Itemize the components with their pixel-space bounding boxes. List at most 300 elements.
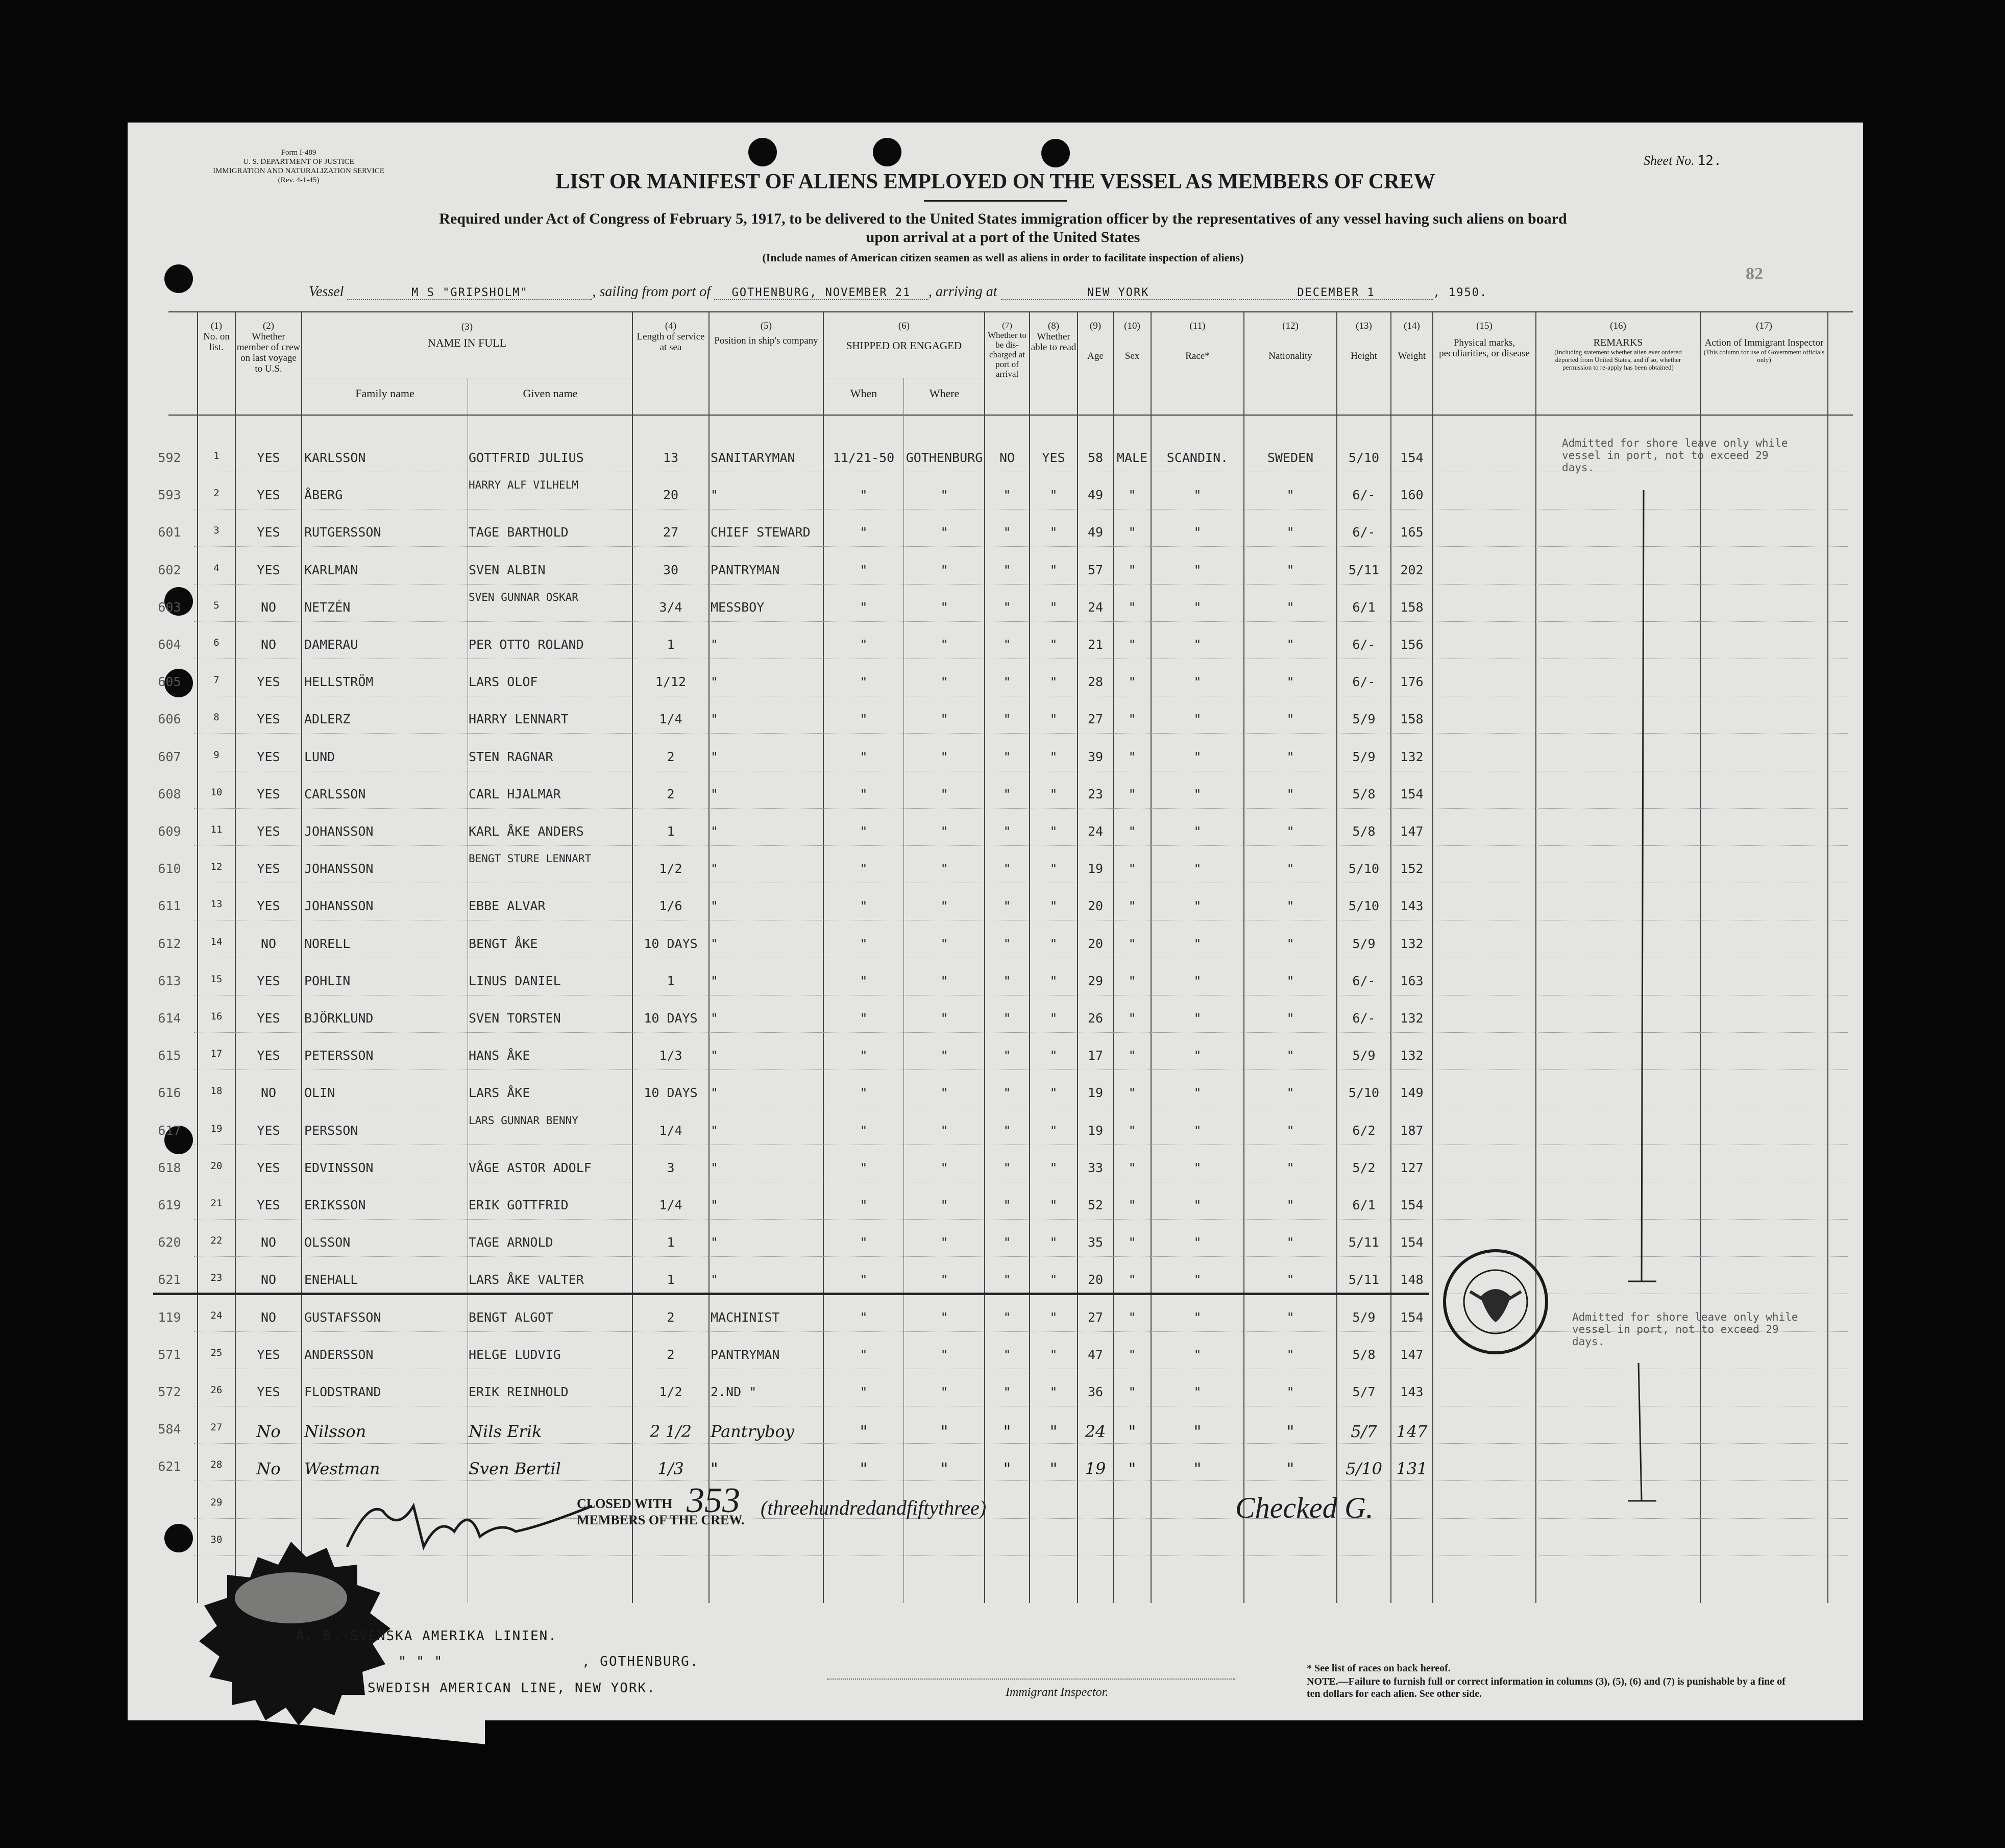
age: 47 xyxy=(1087,1347,1104,1362)
shipped-where: " xyxy=(940,749,948,764)
age: 49 xyxy=(1087,525,1104,540)
discharged: " xyxy=(1003,599,1011,615)
shipped-where: " xyxy=(940,1011,948,1026)
family-name: PERSSON xyxy=(304,1123,358,1138)
position: " xyxy=(711,1011,719,1026)
sex: " xyxy=(1128,1123,1136,1138)
weight: 132 xyxy=(1400,749,1424,764)
height: 5/7 xyxy=(1351,1422,1377,1442)
age: 28 xyxy=(1087,674,1104,690)
height: 5/7 xyxy=(1352,1384,1376,1399)
service-length: 1 xyxy=(667,824,675,839)
position: " xyxy=(711,712,719,727)
arrival-date: DECEMBER 1 xyxy=(1239,286,1433,300)
header-given-name: Given name xyxy=(523,387,578,400)
service-length: 3/4 xyxy=(659,599,682,615)
nationality: " xyxy=(1286,488,1294,503)
sex: " xyxy=(1128,898,1136,914)
row-number: 11 xyxy=(210,824,223,835)
service-length: 1/4 xyxy=(659,1198,682,1212)
header-shipped: (6) SHIPPED OR ENGAGED xyxy=(846,321,962,352)
row-ref-number: 602 xyxy=(158,562,181,577)
discharged: " xyxy=(1003,712,1011,727)
age: 23 xyxy=(1087,786,1104,801)
row-ref-number: 119 xyxy=(158,1309,181,1325)
header-when: When xyxy=(850,387,877,400)
race: " xyxy=(1193,1160,1202,1175)
height: 6/1 xyxy=(1352,599,1376,615)
row-number: 9 xyxy=(213,749,219,761)
sex: " xyxy=(1128,1011,1136,1026)
row-ref-number: 593 xyxy=(158,488,181,503)
position: " xyxy=(711,1235,719,1250)
weight: 202 xyxy=(1400,562,1424,577)
row-number: 17 xyxy=(210,1048,223,1060)
height: 5/2 xyxy=(1352,1160,1376,1175)
nationality: " xyxy=(1286,599,1294,615)
header-service: (4) Length of service at sea xyxy=(637,321,705,353)
family-name: NETZÉN xyxy=(304,599,351,615)
discharged: " xyxy=(1003,488,1011,503)
row-number: 16 xyxy=(210,1011,223,1022)
row-rule xyxy=(194,808,1848,809)
discharged: " xyxy=(1003,786,1011,801)
discharged: " xyxy=(1003,898,1011,914)
given-name: HELGE LUDVIG xyxy=(469,1347,561,1362)
header-race: (11) Race* xyxy=(1185,321,1210,361)
sex: " xyxy=(1128,936,1136,951)
given-name: Nils Erik xyxy=(469,1422,542,1442)
position: " xyxy=(711,674,719,690)
position: " xyxy=(711,1123,719,1138)
company-line-2-marks: " " " xyxy=(398,1654,444,1669)
given-name: GOTTFRID JULIUS xyxy=(469,450,584,465)
family-name: ÅBERG xyxy=(304,488,343,503)
age: 17 xyxy=(1087,1048,1104,1063)
row-rule xyxy=(194,1256,1848,1257)
sex: " xyxy=(1128,1347,1136,1362)
discharged: " xyxy=(1003,525,1011,540)
weight: 147 xyxy=(1396,1422,1428,1442)
service-length: 2 xyxy=(667,786,675,801)
able-to-read: " xyxy=(1049,973,1058,988)
race: " xyxy=(1193,1272,1202,1287)
family-name: JOHANSSON xyxy=(304,898,374,914)
row-number: 27 xyxy=(210,1422,223,1433)
race: " xyxy=(1193,936,1202,951)
shipped-when: " xyxy=(860,1235,868,1250)
height: 5/8 xyxy=(1352,824,1376,839)
discharged: " xyxy=(1003,1235,1011,1250)
given-name: BENGT STURE LENNART xyxy=(469,853,592,865)
crew-total-words: (threehundredandfiftythree) xyxy=(761,1496,987,1519)
service-length: 13 xyxy=(663,450,679,465)
page-number: 82 xyxy=(1746,264,1763,283)
shipped-when: 11/21-50 xyxy=(833,450,895,465)
row-ref-number: 584 xyxy=(158,1422,181,1437)
last-voyage: YES xyxy=(257,674,280,690)
shipped-where: GOTHENBURG xyxy=(906,450,983,465)
nationality: " xyxy=(1286,1309,1294,1325)
header-sex: (10) Sex xyxy=(1124,321,1140,361)
age: 24 xyxy=(1085,1422,1106,1442)
shipped-when: " xyxy=(860,599,868,615)
able-to-read: " xyxy=(1049,1235,1058,1250)
last-voyage: YES xyxy=(257,1347,280,1362)
last-voyage: YES xyxy=(257,450,280,465)
shipped-when: " xyxy=(860,637,868,652)
header-no: (1) No. on list. xyxy=(203,321,230,353)
age: 21 xyxy=(1087,637,1104,652)
able-to-read: " xyxy=(1049,749,1058,764)
position: MACHINIST xyxy=(711,1309,780,1325)
shipped-when: " xyxy=(860,936,868,951)
position: " xyxy=(711,1085,719,1101)
sex: " xyxy=(1128,674,1136,690)
header-physical-marks: (15) Physical marks, peculiarities, or disease xyxy=(1439,321,1530,359)
row-ref-number: 611 xyxy=(158,898,181,914)
race: " xyxy=(1193,1384,1202,1399)
header-action: (17) Action of Immigrant Inspector (This column for use of Government officials only) xyxy=(1703,321,1825,363)
age: 20 xyxy=(1087,936,1104,951)
row-ref-number: 615 xyxy=(158,1048,181,1063)
sex: " xyxy=(1128,1309,1136,1325)
consulate-stamp xyxy=(1439,1246,1552,1358)
given-name: KARL ÅKE ANDERS xyxy=(469,824,584,839)
shipped-when: " xyxy=(860,674,868,690)
row-number: 18 xyxy=(210,1085,223,1097)
age: 29 xyxy=(1087,973,1104,988)
able-to-read: " xyxy=(1049,599,1058,615)
family-name: JOHANSSON xyxy=(304,861,374,877)
nationality: " xyxy=(1286,1085,1294,1101)
given-name: TAGE BARTHOLD xyxy=(469,525,569,540)
weight: 158 xyxy=(1400,599,1424,615)
row-number: 22 xyxy=(210,1235,223,1247)
nationality: " xyxy=(1286,824,1294,839)
nationality: " xyxy=(1286,1384,1294,1399)
service-length: 1/4 xyxy=(659,1123,682,1138)
able-to-read: " xyxy=(1049,1198,1058,1212)
able-to-read: " xyxy=(1049,936,1058,951)
race: SCANDIN. xyxy=(1166,450,1229,465)
discharged: " xyxy=(1003,824,1011,839)
last-voyage: YES xyxy=(257,488,280,503)
shipped-where: " xyxy=(940,562,948,577)
weight: 132 xyxy=(1400,1011,1424,1026)
row-ref-number: 607 xyxy=(158,749,181,764)
race: " xyxy=(1193,861,1202,877)
last-voyage: YES xyxy=(257,712,280,727)
row-number: 20 xyxy=(210,1160,223,1172)
row-number: 21 xyxy=(210,1198,223,1209)
able-to-read: " xyxy=(1049,712,1058,727)
last-voyage: YES xyxy=(257,1123,280,1138)
service-length: 10 DAYS xyxy=(644,1085,698,1101)
header-name: (3) NAME IN FULL xyxy=(428,322,506,349)
voyage-line: Vessel M S "GRIPSHOLM" , sailing from port of GOTHENBURG, NOVEMBER 21 , arriving at NEW YORK DECEMBER 1 , 1950. xyxy=(309,284,1488,300)
service-length: 1/2 xyxy=(659,1384,682,1399)
row-number: 10 xyxy=(210,786,223,798)
company-line-2-place: , GOTHENBURG. xyxy=(582,1654,699,1669)
row-strikethrough xyxy=(153,1293,1429,1295)
shipped-where: " xyxy=(940,898,948,914)
nationality: " xyxy=(1286,637,1294,652)
position: " xyxy=(711,1198,719,1212)
sex: " xyxy=(1128,861,1136,877)
height: 6/- xyxy=(1352,973,1376,988)
family-name: POHLIN xyxy=(304,973,351,988)
shipped-where: " xyxy=(940,1123,948,1138)
family-name: BJÖRKLUND xyxy=(304,1011,374,1026)
arrival-port: NEW YORK xyxy=(1001,286,1236,300)
able-to-read: " xyxy=(1049,637,1058,652)
height: 5/8 xyxy=(1352,786,1376,801)
form-number: Form I-489 xyxy=(281,149,316,157)
last-voyage: No xyxy=(256,1422,281,1442)
weight: 148 xyxy=(1400,1272,1424,1287)
row-number: 2 xyxy=(213,488,219,499)
shipped-when: " xyxy=(860,973,868,988)
last-voyage: NO xyxy=(260,599,277,615)
punch-hole xyxy=(164,264,193,293)
given-name: PER OTTO ROLAND xyxy=(469,637,584,652)
position: " xyxy=(711,749,719,764)
height: 5/11 xyxy=(1348,1235,1380,1250)
row-ref-number: 614 xyxy=(158,1011,181,1026)
service-length: 1 xyxy=(667,973,675,988)
remarks-bottom: Admitted for shore leave only while vessel in port, not to exceed 29 days. xyxy=(1572,1311,1798,1348)
remarks-bracket xyxy=(1608,480,1669,1511)
penalty-note: NOTE.—Failure to furnish full or correct information in columns (3), (5), (6) and (7) is punishable by a fine of ten dollars for each alien. See other side. xyxy=(1307,1676,1786,1699)
sheet-number: Sheet No. 12. xyxy=(1644,153,1722,168)
able-to-read: " xyxy=(1049,1272,1058,1287)
height: 5/9 xyxy=(1352,1309,1376,1325)
age: 26 xyxy=(1087,1011,1104,1026)
race: " xyxy=(1193,1011,1202,1026)
weight: 127 xyxy=(1400,1160,1424,1175)
title-underline xyxy=(924,200,1067,202)
service-length: 1 xyxy=(667,1272,675,1287)
race: " xyxy=(1193,674,1202,690)
shipped-where: " xyxy=(940,861,948,877)
given-name: HARRY ALF VILHELM xyxy=(469,479,578,492)
race: " xyxy=(1193,898,1202,914)
height: 5/10 xyxy=(1348,450,1380,465)
nationality: " xyxy=(1286,1235,1294,1250)
age: 49 xyxy=(1087,488,1104,503)
race: " xyxy=(1193,562,1202,577)
table-top-rule xyxy=(168,311,1853,312)
weight: 147 xyxy=(1400,1347,1424,1362)
shipped-where: " xyxy=(940,637,948,652)
able-to-read: " xyxy=(1049,1347,1058,1362)
row-number: 29 xyxy=(210,1496,223,1508)
family-name: ADLERZ xyxy=(304,712,351,727)
given-name: ERIK REINHOLD xyxy=(469,1384,569,1399)
last-voyage: No xyxy=(256,1459,281,1479)
race: " xyxy=(1193,786,1202,801)
last-voyage: YES xyxy=(257,973,280,988)
shipped-where: " xyxy=(940,1272,948,1287)
able-to-read: " xyxy=(1049,1048,1058,1063)
height: 6/- xyxy=(1352,1011,1376,1026)
row-number: 28 xyxy=(210,1459,223,1471)
nationality: " xyxy=(1286,1048,1294,1063)
family-name: RUTGERSSON xyxy=(304,525,381,540)
shipped-where: " xyxy=(940,1459,948,1479)
discharged: " xyxy=(1003,1272,1011,1287)
family-name: OLIN xyxy=(304,1085,335,1101)
height: 5/8 xyxy=(1352,1347,1376,1362)
row-number: 19 xyxy=(210,1123,223,1134)
row-rule xyxy=(194,1032,1848,1033)
sex: " xyxy=(1128,637,1136,652)
able-to-read: " xyxy=(1049,1459,1058,1479)
race: " xyxy=(1193,712,1202,727)
shipped-when: " xyxy=(860,1085,868,1101)
nationality: SWEDEN xyxy=(1267,450,1314,465)
given-name: CARL HJALMAR xyxy=(469,786,561,801)
discharged: " xyxy=(1003,1123,1011,1138)
shipped-when: " xyxy=(860,1123,868,1138)
punch-hole xyxy=(873,138,901,166)
revision: (Rev. 4-1-45) xyxy=(278,176,320,184)
given-name: Sven Bertil xyxy=(469,1459,561,1479)
header-read: (8) Whether able to read xyxy=(1031,321,1077,353)
header-bottom-rule xyxy=(168,415,1853,416)
last-voyage: YES xyxy=(257,861,280,877)
arrival-year: , 1950. xyxy=(1433,286,1488,299)
row-ref-number: 608 xyxy=(158,786,181,801)
row-number: 24 xyxy=(210,1309,223,1321)
race: " xyxy=(1193,1347,1202,1362)
service-length: 30 xyxy=(663,562,679,577)
row-ref-number: 613 xyxy=(158,973,181,988)
family-name: OLSSON xyxy=(304,1235,351,1250)
nationality: " xyxy=(1286,1011,1294,1026)
service-length: 1/2 xyxy=(659,861,682,877)
last-voyage: YES xyxy=(257,1384,280,1399)
age: 20 xyxy=(1087,898,1104,914)
height: 6/- xyxy=(1352,488,1376,503)
discharged: " xyxy=(1003,936,1011,951)
sex: " xyxy=(1128,1160,1136,1175)
nationality: " xyxy=(1286,1347,1294,1362)
row-ref-number: 621 xyxy=(158,1272,181,1287)
service-length: 1/4 xyxy=(659,712,682,727)
family-name: PETERSSON xyxy=(304,1048,374,1063)
nationality: " xyxy=(1286,936,1294,951)
weight: 156 xyxy=(1400,637,1424,652)
family-name: KARLSSON xyxy=(304,450,366,465)
service-length: 2 xyxy=(667,749,675,764)
able-to-read: " xyxy=(1049,898,1058,914)
row-ref-number: 617 xyxy=(158,1123,181,1138)
row-ref-number: 616 xyxy=(158,1085,181,1101)
height: 6/2 xyxy=(1352,1123,1376,1138)
nationality: " xyxy=(1286,1459,1294,1479)
given-name: LARS ÅKE VALTER xyxy=(469,1272,584,1287)
sex: " xyxy=(1128,712,1136,727)
row-ref-number: 619 xyxy=(158,1198,181,1212)
weight: 154 xyxy=(1400,450,1424,465)
shipped-when: " xyxy=(860,1309,868,1325)
row-ref-number: 605 xyxy=(158,674,181,690)
service-length: 20 xyxy=(663,488,679,503)
height: 5/9 xyxy=(1352,749,1376,764)
age: 58 xyxy=(1087,450,1104,465)
age: 35 xyxy=(1087,1235,1104,1250)
shipped-when: " xyxy=(860,1048,868,1063)
age: 19 xyxy=(1087,1085,1104,1101)
row-rule xyxy=(194,546,1848,547)
able-to-read: " xyxy=(1049,1011,1058,1026)
row-rule xyxy=(194,733,1848,734)
sex: " xyxy=(1128,1198,1136,1212)
weight: 143 xyxy=(1400,898,1424,914)
able-to-read: " xyxy=(1049,1085,1058,1101)
race: " xyxy=(1193,1422,1202,1442)
shipped-when: " xyxy=(860,1011,868,1026)
given-name: HANS ÅKE xyxy=(469,1048,530,1063)
nationality: " xyxy=(1286,898,1294,914)
header-height: (13) Height xyxy=(1351,321,1377,361)
race: " xyxy=(1193,1309,1202,1325)
age: 36 xyxy=(1087,1384,1104,1399)
discharged: " xyxy=(1003,1085,1011,1101)
height: 5/10 xyxy=(1348,861,1380,877)
row-ref-number: 604 xyxy=(158,637,181,652)
able-to-read: " xyxy=(1049,786,1058,801)
row-ref-number: 592 xyxy=(158,450,181,465)
position: PANTRYMAN xyxy=(711,1347,780,1362)
discharged: " xyxy=(1003,562,1011,577)
last-voyage: NO xyxy=(260,637,277,652)
age: 52 xyxy=(1087,1198,1104,1212)
row-rule xyxy=(194,1069,1848,1070)
subtitle-act: Required under Act of Congress of February 5, 1917, to be delivered to the United States immigration officer by the representatives of any vessel having such aliens on board xyxy=(439,210,1567,227)
shipped-when: " xyxy=(860,1347,868,1362)
weight: 152 xyxy=(1400,861,1424,877)
nationality: " xyxy=(1286,562,1294,577)
row-rule xyxy=(194,1443,1848,1444)
nationality: " xyxy=(1286,1160,1294,1175)
able-to-read: " xyxy=(1049,1422,1058,1442)
header-position: (5) Position in ship's company xyxy=(714,321,818,346)
race: " xyxy=(1193,637,1202,652)
row-number: 3 xyxy=(213,525,219,537)
able-to-read: " xyxy=(1049,562,1058,577)
given-name: LARS ÅKE xyxy=(469,1085,530,1101)
given-name: SVEN GUNNAR OSKAR xyxy=(469,591,578,603)
discharged: " xyxy=(1003,1384,1011,1399)
given-name: EBBE ALVAR xyxy=(469,898,546,914)
given-name: HARRY LENNART xyxy=(469,712,569,727)
race: " xyxy=(1193,1085,1202,1101)
position: PANTRYMAN xyxy=(711,562,780,577)
discharged: " xyxy=(1003,973,1011,988)
row-rule xyxy=(194,584,1848,585)
last-voyage: YES xyxy=(257,1160,280,1175)
able-to-read: " xyxy=(1049,1309,1058,1325)
subtitle-arrival: upon arrival at a port of the United States xyxy=(866,229,1140,246)
weight: 154 xyxy=(1400,786,1424,801)
height: 6/- xyxy=(1352,674,1376,690)
height: 6/1 xyxy=(1352,1198,1376,1212)
shipped-when: " xyxy=(860,1384,868,1399)
weight: 143 xyxy=(1400,1384,1424,1399)
